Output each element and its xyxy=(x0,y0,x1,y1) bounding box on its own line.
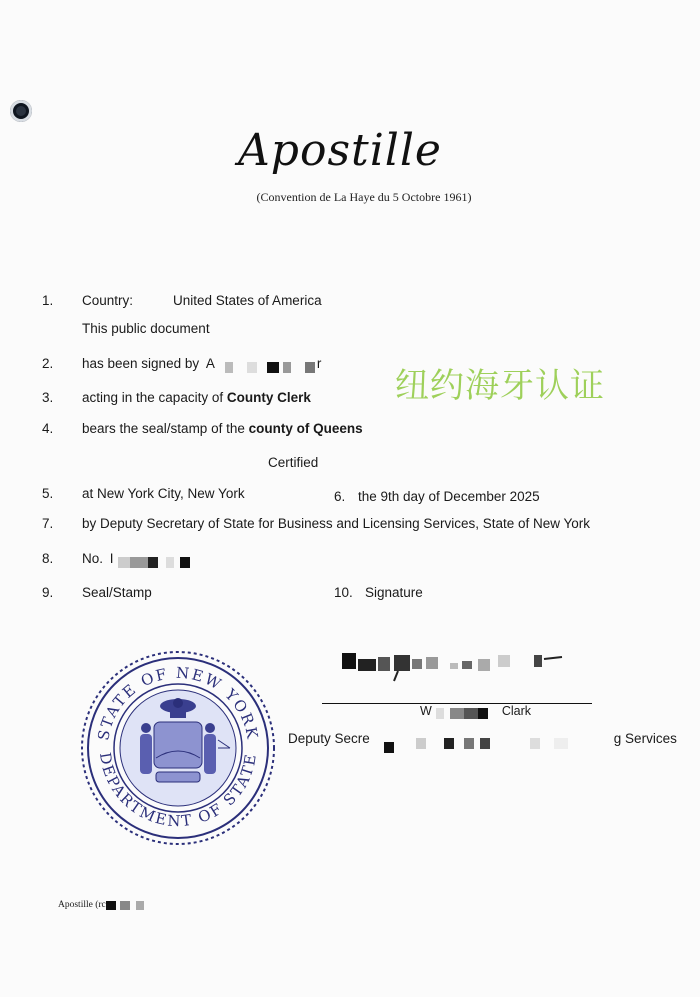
certificate-number-visible: I xyxy=(109,551,114,566)
signer-title xyxy=(288,731,677,746)
item-number-1: 1. xyxy=(42,293,54,308)
certified-place: at New York City, New York xyxy=(82,486,245,501)
redacted-footer-reference xyxy=(106,900,156,909)
punch-hole xyxy=(10,100,32,122)
item-number-2: 2. xyxy=(42,356,54,371)
footer-reference-text: Apostille (rc xyxy=(58,900,106,910)
country-value: United States of America xyxy=(173,293,322,308)
capacity-value: County Clerk xyxy=(226,390,311,405)
item-number-8: 8. xyxy=(42,551,54,566)
seal-stamp-label: Seal/Stamp xyxy=(82,585,152,600)
certificate-number-label: No. xyxy=(82,551,104,566)
signer-title-end: g Services xyxy=(613,731,677,746)
redacted-signer-name xyxy=(217,359,317,370)
footer-reference xyxy=(58,900,156,910)
country-label: Country: xyxy=(82,293,134,308)
seal-label: bears the seal/stamp of the xyxy=(82,421,245,436)
redacted-handwritten-signature xyxy=(338,645,578,685)
title-block xyxy=(0,125,700,176)
redacted-signer-title xyxy=(370,734,614,745)
signer-title-start: Deputy Secre xyxy=(288,731,370,746)
seal-top-text: STATE OF NEW YORK xyxy=(94,663,262,742)
certified-heading: Certified xyxy=(268,455,319,470)
seal-value: county of Queens xyxy=(248,421,363,436)
certifying-authority: by Deputy Secretary of State for Business and Licensing Services, State of New York xyxy=(82,516,591,531)
redacted-signer-full-name xyxy=(432,706,502,717)
redacted-certificate-number xyxy=(114,554,214,565)
item-number-9: 9. xyxy=(42,585,54,600)
signer-name-end: Clark xyxy=(501,704,531,718)
signature-label: Signature xyxy=(365,585,423,600)
signed-by-line xyxy=(82,356,321,371)
certified-date: the 9th day of December 2025 xyxy=(358,489,540,504)
item-number-7: 7. xyxy=(42,516,54,531)
public-document-text: This public document xyxy=(82,321,210,336)
watermark-text: 纽约海牙认证 xyxy=(395,366,605,406)
item-number-5: 5. xyxy=(42,486,54,501)
seal-line xyxy=(82,421,363,436)
document-title: Apostille xyxy=(238,125,442,176)
signer-name-start: W xyxy=(420,704,432,718)
capacity-line xyxy=(82,390,311,405)
item-number-4: 4. xyxy=(42,421,54,436)
signer-name xyxy=(420,704,531,718)
signed-by-tail: r xyxy=(316,356,322,371)
capacity-label: acting in the capacity of xyxy=(82,390,224,405)
seal-bottom-text: DEPARTMENT OF STATE xyxy=(95,751,261,831)
item-number-10: 10. xyxy=(334,585,353,600)
document-subtitle: (Convention de La Haye du 5 Octobre 1961) xyxy=(256,190,472,204)
certificate-number-line xyxy=(82,551,214,566)
item-number-3: 3. xyxy=(42,390,54,405)
signed-by-visible: A xyxy=(205,356,215,371)
department-of-state-seal xyxy=(78,648,278,848)
signed-by-label: has been signed by xyxy=(82,356,200,371)
item-number-6: 6. xyxy=(334,489,346,504)
